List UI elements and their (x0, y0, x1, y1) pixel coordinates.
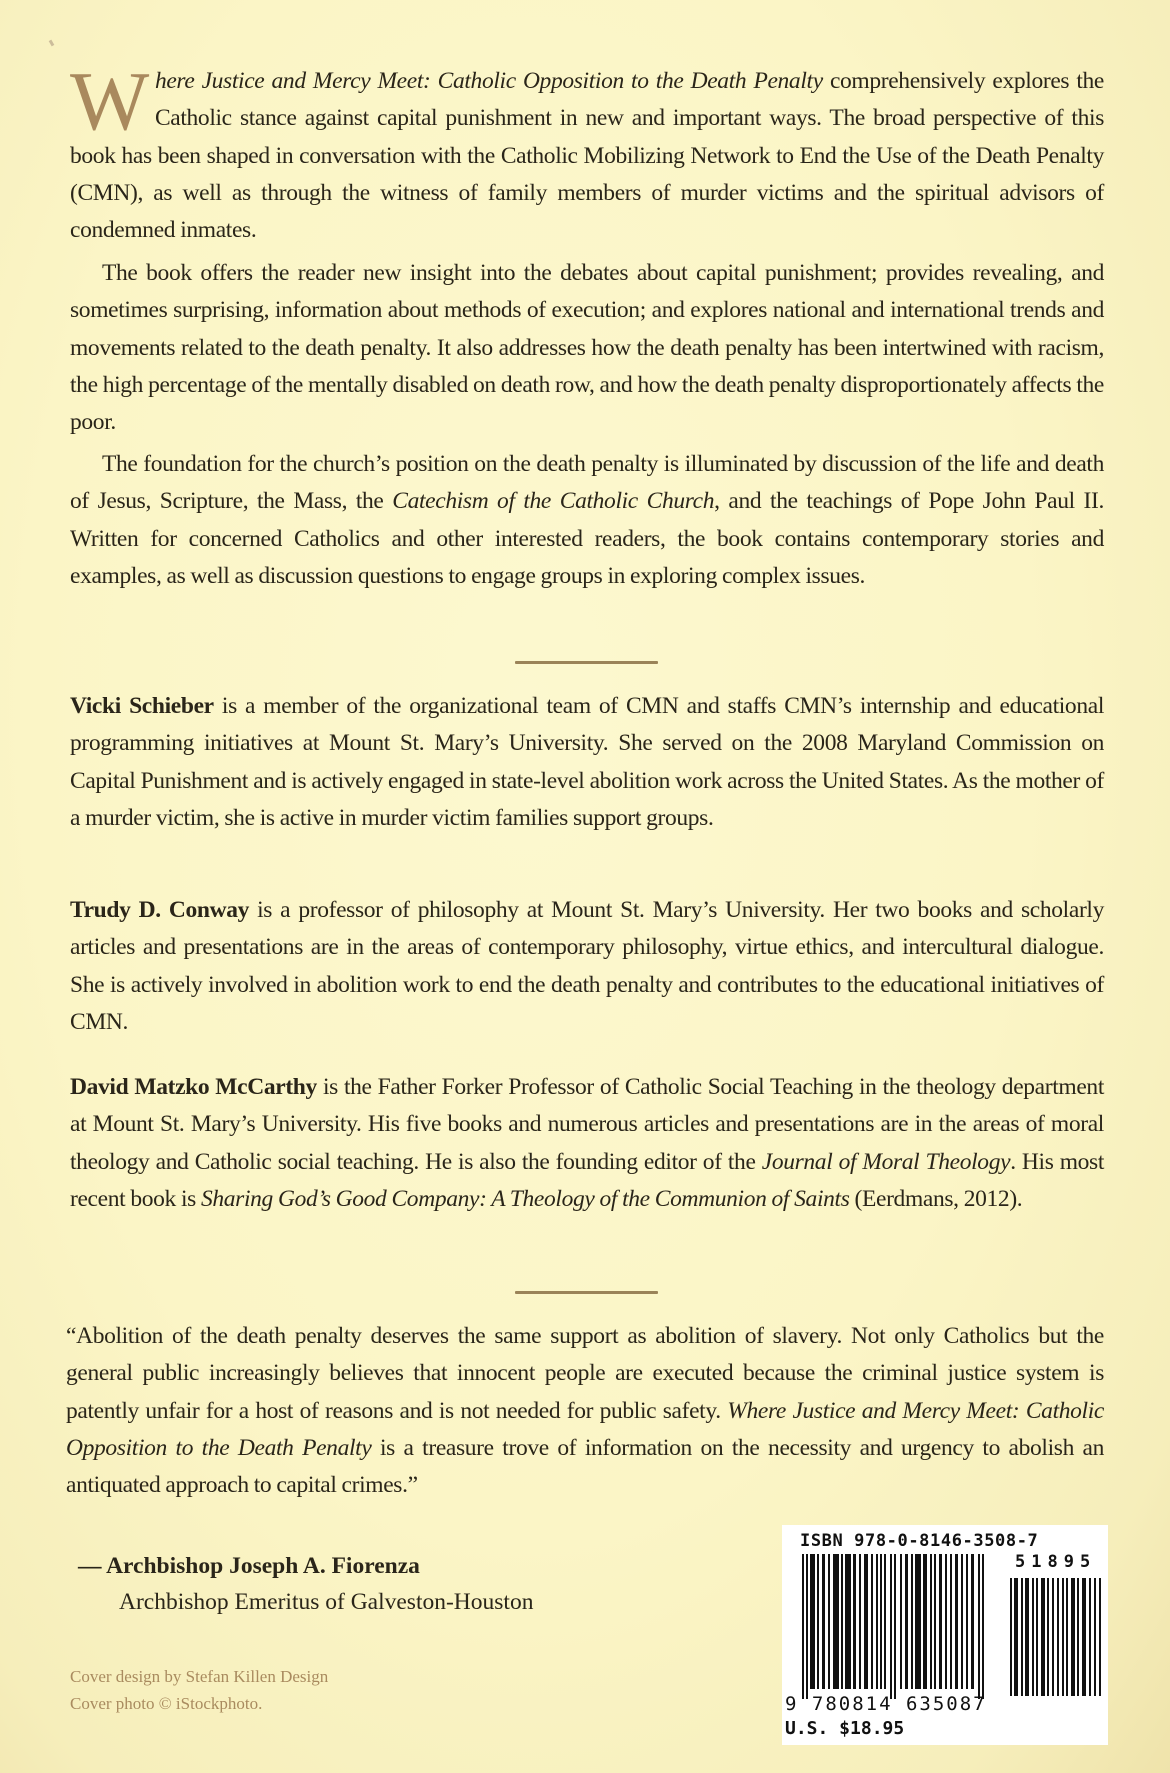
author-bio-text: is the Father Forker Professor of Catholic Social Teaching in the theology department at Mount St. Mary’s University. His five books and numerous articles and presentations are in the areas of moral theology and Catholic social teaching. He is also the founding editor of the (70, 1074, 1104, 1175)
isbn-barcode (782, 1525, 1108, 1745)
author-bio-mccarthy (70, 1069, 1104, 1218)
cover-design-credit: Cover design by Stefan Killen Design (70, 1667, 329, 1686)
catechism-title: Catechism of the Catholic Church (392, 488, 715, 515)
price-addon-number: 51895 (1015, 1552, 1097, 1572)
book-title: Sharing God’s Good Company: A Theology of the Communion of Saints (200, 1185, 850, 1212)
cover-photo-credit: Cover photo © iStockphoto. (70, 1694, 263, 1713)
description-paragraph-2: The book offers the reader new insight into the debates about capital punishment; provides revealing, and sometimes surprising, information about methods of execution; and explores national and international trends and movements related to the death penalty. It also addresses how the death penalty has been intertwined with racism, the high percentage of the mentally disabled on death row, and how the death penalty disproportionately affects the poor. (70, 260, 1104, 436)
endorser-name: — Archbishop Joseph A. Fiorenza (78, 1553, 420, 1579)
section-divider (515, 1291, 658, 1294)
endorsement-quote (66, 1318, 1104, 1504)
author-name: Trudy D. Conway (70, 897, 249, 923)
addon-bars (1010, 1578, 1102, 1696)
cover-credits (70, 1663, 328, 1717)
author-bio-schieber (70, 688, 1104, 837)
author-bio-conway (70, 892, 1104, 1041)
author-bio-text: (Eerdmans, 2012). (849, 1185, 1023, 1212)
author-bio-text: is a member of the organizational team of CMN and staffs CMN’s internship and educational programming initiatives at Mount St. Mary’s University. She served on the 2008 Maryland Commission on Capital Punishment and is actively engaged in state-level abolition work across the United States. As the mother of a murder victim, she is active in murder victim families support groups. (70, 693, 1104, 831)
book-title: here Justice and Mercy Meet: Catholic Opposition to the Death Penalty (154, 68, 823, 94)
quote-text: “Abolition of the death penalty deserves the same support as abolition of slavery. Not only Catholics but the general public increasingly believes that innocent people are executed because the criminal justice system is patently unfair for a host of reasons and is not needed for public safety. (66, 1323, 1104, 1424)
quote-text: is a treasure trove of information on the necessity and urgency to abolish an antiquated approach to capital crimes.” (66, 1434, 1105, 1499)
paragraph-text: , and the teachings of Pope John Paul II. Written for concerned Catholics and other interested readers, the book contains contemporary stories and examples, as well as discussion questions to engage groups in exploring complex issues. (70, 488, 1105, 589)
ean-digits: 9 780814 635087 (785, 1693, 987, 1715)
author-name: David Matzko McCarthy (70, 1074, 317, 1100)
book-title: Where Justice and Mercy Meet: Catholic Opposition to the Death Penalty (66, 1397, 1104, 1461)
paragraph-text: comprehensively explores the Catholic stance against capital punishment in new and important ways. The broad perspective of this book has been shaped in conversation with the Catholic Mobilizing Network to End the Use of the Death Penalty (CMN), as well as through the witness of family members of murder victims and the spiritual advisors of condemned inmates. (70, 68, 1105, 244)
isbn-number: ISBN 978-0-8146-3508-7 (800, 1531, 1039, 1551)
author-name: Vicki Schieber (70, 693, 214, 719)
description-paragraph-3 (70, 446, 1104, 595)
journal-title: Journal of Moral Theology (761, 1148, 1011, 1175)
paragraph-text: The foundation for the church’s position on the death penalty is illuminated by discussion of the life and death of Jesus, Scripture, the Mass, the (70, 451, 1104, 515)
price-label: U.S. $18.95 (785, 1718, 905, 1739)
description-paragraph-1 (70, 55, 1105, 249)
paper-speck (49, 40, 55, 47)
author-bio-text: is a professor of philosophy at Mount St. Mary’s University. Her two books and scholarly articles and presentations are in the areas of contemporary philosophy, virtue ethics, and intercultural dialogue. She is actively involved in abolition work to end the death penalty and contributes to the educational initiatives of CMN. (70, 897, 1104, 1035)
drop-cap: W (70, 55, 149, 148)
section-divider (515, 661, 658, 664)
author-bio-text: . His most recent book is (70, 1148, 1105, 1212)
ean13-bars (802, 1554, 988, 1699)
endorser-title: Archbishop Emeritus of Galveston-Houston (119, 1589, 534, 1615)
